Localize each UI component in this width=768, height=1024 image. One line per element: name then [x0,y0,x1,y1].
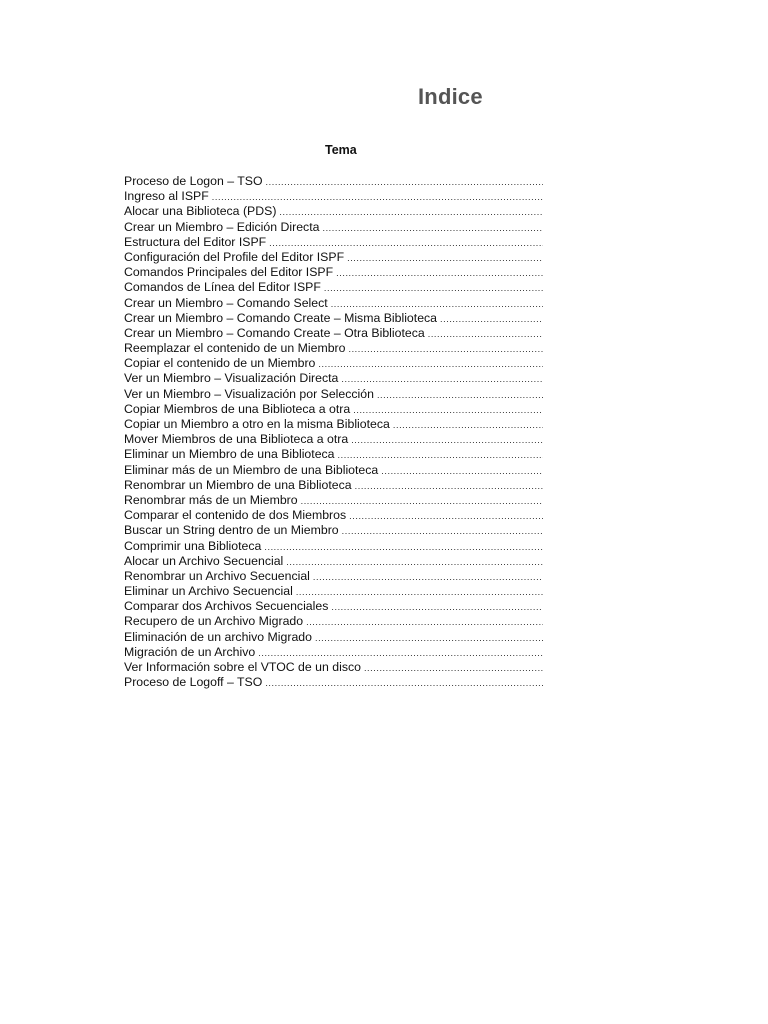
toc-entry [124,417,543,432]
toc-entry-label: Eliminar un Miembro de una Biblioteca [124,447,335,462]
toc-entry-label: Ver Información sobre el VTOC de un disco [124,660,361,674]
toc-entry [124,220,543,235]
toc-entry [124,493,543,508]
toc-entry-label: Renombrar un Miembro de una Biblioteca [124,477,352,492]
toc-entry-label: Reemplazar el contenido de un Miembro [124,341,346,356]
toc-entry [124,478,543,493]
page-title: Indice [418,84,483,109]
toc-entry-label: Comparar dos Archivos Secuenciales [124,599,329,614]
dot-leader [331,297,543,311]
toc-entry [124,311,543,326]
dot-leader [296,585,543,599]
toc-entry-label: Eliminar más de un Miembro de una Biblioteca [124,462,379,477]
dot-leader [315,631,543,645]
toc-entry [124,387,543,402]
toc-entry-label: Copiar el contenido de un Miembro [124,356,316,371]
toc-entry-label: Estructura del Editor ISPF [124,234,267,249]
toc-entry-label: Proceso de Logon – TSO [124,174,263,188]
toc-entry [124,265,543,280]
dot-leader [306,615,543,629]
toc-entry [124,326,543,341]
toc-entry [124,675,543,690]
dot-leader [347,251,543,265]
toc-entry [124,280,543,295]
toc-entry-label: Configuración del Profile del Editor ISPF [124,249,345,264]
toc-entry [124,432,543,447]
dot-leader [266,175,543,189]
toc-entry-label: Mover Miembros de una Biblioteca a otra [124,432,349,447]
toc-entry-label: Crear un Miembro – Edición Directa [124,219,320,234]
table-of-contents [124,174,543,690]
dot-leader [353,403,543,417]
dot-leader [342,524,543,538]
dot-leader [440,312,543,326]
toc-entry-label: Comprimir una Biblioteca [124,538,262,553]
toc-entry [124,554,543,569]
toc-entry [124,189,543,204]
dot-leader [258,646,543,660]
toc-entry-label: Comandos Principales del Editor ISPF [124,265,334,280]
dot-leader [318,357,543,371]
dot-leader [324,281,543,295]
toc-entry [124,341,543,356]
toc-entry [124,508,543,523]
dot-leader [364,661,543,675]
dot-leader [341,372,543,386]
dot-leader [212,190,543,204]
dot-leader [349,509,543,523]
dot-leader [355,479,543,493]
toc-entry [124,523,543,538]
dot-leader [279,205,543,219]
dot-leader [351,433,543,447]
toc-entry [124,235,543,250]
toc-entry-label: Ver un Miembro – Visualización por Selección [124,386,374,401]
dot-leader [301,494,543,508]
dot-leader [348,342,543,356]
toc-entry-label: Ver un Miembro – Visualización Directa [124,371,339,386]
toc-entry [124,204,543,219]
toc-entry-label: Crear un Miembro – Comando Select [124,295,328,310]
toc-entry-label: Comandos de Línea del Editor ISPF [124,280,321,295]
dot-leader [331,600,543,614]
dot-leader [377,388,543,402]
toc-entry-label: Eliminación de un archivo Migrado [124,629,312,644]
dot-leader [393,418,543,432]
dot-leader [313,570,543,584]
toc-entry [124,569,543,584]
toc-entry [124,630,543,645]
dot-leader [264,540,543,554]
dot-leader [338,448,543,462]
toc-entry [124,614,543,629]
section-header: Tema [325,143,357,157]
toc-entry [124,356,543,371]
toc-entry-label: Migración de un Archivo [124,644,256,659]
toc-entry-label: Recupero de un Archivo Migrado [124,614,304,629]
toc-entry-label: Alocar un Archivo Secuencial [124,553,284,568]
toc-entry [124,174,543,189]
toc-entry [124,539,543,554]
toc-entry-label: Copiar Miembros de una Biblioteca a otra [124,401,351,416]
toc-entry-label: Renombrar más de un Miembro [124,492,298,507]
dot-leader [322,221,543,235]
toc-entry-label: Ingreso al ISPF [124,189,209,204]
toc-entry-label: Copiar un Miembro a otro en la misma Biblioteca [124,417,390,431]
toc-entry [124,599,543,614]
dot-leader [428,327,543,341]
toc-entry-label: Crear un Miembro – Comando Create – Misma Biblioteca [124,310,438,325]
toc-entry [124,371,543,386]
toc-entry [124,402,543,417]
toc-entry [124,447,543,462]
dot-leader [286,555,543,569]
dot-leader [336,266,543,280]
toc-entry-label: Comparar el contenido de dos Miembros [124,508,347,523]
toc-entry-label: Buscar un String dentro de un Miembro [124,523,339,538]
dot-leader [269,236,543,250]
toc-entry-label: Renombrar un Archivo Secuencial [124,568,310,583]
toc-entry-label: Crear un Miembro – Comando Create – Otra Biblioteca [124,325,425,340]
toc-entry [124,645,543,660]
toc-entry [124,463,543,478]
toc-entry-label: Alocar una Biblioteca (PDS) [124,204,277,219]
toc-entry-label: Proceso de Logoff – TSO [124,675,263,690]
toc-entry [124,660,543,675]
toc-entry-label: Eliminar un Archivo Secuencial [124,584,293,599]
toc-entry [124,296,543,311]
dot-leader [381,464,543,478]
toc-entry [124,584,543,599]
toc-entry [124,250,543,265]
dot-leader [265,676,543,690]
